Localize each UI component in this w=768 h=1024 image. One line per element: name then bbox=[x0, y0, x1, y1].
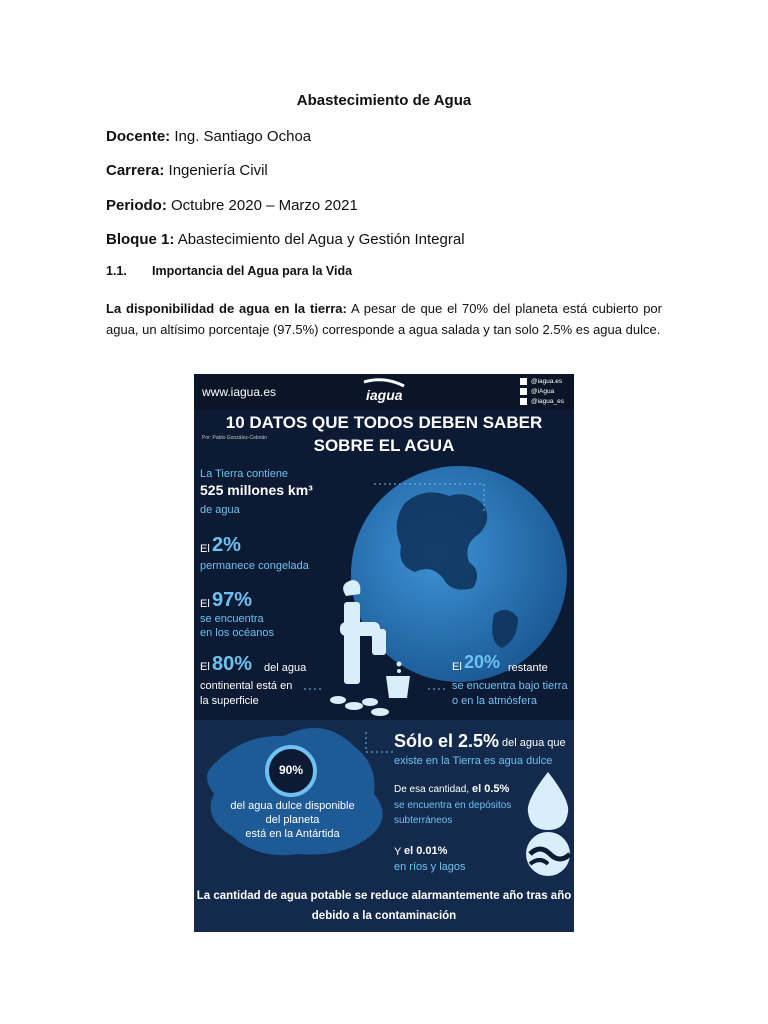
fact3-el: El bbox=[200, 598, 210, 610]
periodo-value: Octubre 2020 – Marzo 2021 bbox=[171, 197, 358, 214]
fact4-text-3: la superficie bbox=[200, 695, 259, 707]
fact5-el: El bbox=[452, 661, 462, 673]
antarctica-text-3: está en la Antártida bbox=[245, 828, 340, 840]
carrera-value: Ingeniería Civil bbox=[168, 162, 268, 179]
byline: Por: Pablo González-Cebrián bbox=[202, 435, 268, 441]
fact3-value: 97% bbox=[212, 589, 253, 611]
fact7-value: el 0.5% bbox=[472, 783, 510, 795]
docente-value: Ing. Santiago Ochoa bbox=[174, 128, 312, 145]
fact5-text-2: se encuentra bajo tierra bbox=[452, 680, 568, 692]
fact5-text-3: o en la atmósfera bbox=[452, 695, 537, 707]
section-heading bbox=[106, 264, 352, 278]
periodo-label: Periodo: bbox=[106, 197, 167, 214]
social-twitter: @iAgua bbox=[531, 388, 555, 395]
section-number: 1.1. bbox=[106, 264, 127, 278]
fact3-text-1: se encuentra bbox=[200, 613, 264, 625]
footer-line-2: debido a la contaminación bbox=[311, 910, 457, 922]
antarctica-text-1: del agua dulce disponible bbox=[230, 800, 355, 812]
fact1-value: 525 millones km³ bbox=[200, 482, 313, 498]
fact6-text-2: existe en la Tierra es agua dulce bbox=[394, 755, 553, 767]
fact7-text-1: De esa cantidad, bbox=[394, 784, 470, 795]
fact8-pre: Y bbox=[394, 846, 402, 858]
iagua-logo: iagua bbox=[366, 387, 403, 403]
paragraph-lead: La disponibilidad de agua en la tierra: bbox=[106, 301, 347, 316]
periodo-line bbox=[106, 197, 358, 214]
social-instagram: @iagua_es bbox=[531, 398, 564, 405]
fact8-text: en ríos y lagos bbox=[394, 861, 466, 873]
fact4-text-1: del agua bbox=[264, 662, 307, 674]
antarctica-percent: 90% bbox=[278, 763, 304, 777]
fact5-value: 20% bbox=[464, 652, 501, 672]
fact4-text-2: continental está en bbox=[200, 680, 293, 692]
fact6-text-1: del agua que bbox=[502, 737, 566, 749]
fact2-el: El bbox=[200, 543, 210, 555]
website-label: www.iagua.es bbox=[202, 385, 277, 399]
docente-line bbox=[106, 128, 311, 145]
bloque-label: Bloque 1: bbox=[106, 231, 175, 248]
fact1-pre: La Tierra contiene bbox=[200, 468, 289, 480]
fact6-value: Sólo el 2.5% bbox=[394, 731, 500, 751]
antarctica-text-2: del planeta bbox=[265, 814, 320, 826]
infographic-heading-2: SOBRE EL AGUA bbox=[313, 436, 455, 455]
fact5-text-1: restante bbox=[508, 662, 548, 674]
fact4-el: El bbox=[200, 661, 210, 673]
fact8-value: el 0.01% bbox=[404, 845, 448, 857]
fact1-post: de agua bbox=[200, 504, 240, 516]
infographic-heading-1: 10 DATOS QUE TODOS DEBEN SABER bbox=[225, 413, 543, 432]
fact7-text-3: subterráneos bbox=[394, 815, 453, 826]
water-infographic bbox=[194, 374, 574, 932]
fact7-text-2: se encuentra en depósitos bbox=[394, 800, 512, 811]
footer-line-1: La cantidad de agua potable se reduce alarmantemente año tras año bbox=[196, 890, 572, 902]
fact3-text-2: en los océanos bbox=[200, 627, 274, 639]
fact2-value: 2% bbox=[212, 534, 241, 556]
carrera-label: Carrera: bbox=[106, 162, 165, 179]
fact4-value: 80% bbox=[212, 653, 253, 675]
fact2-text: permanece congelada bbox=[200, 560, 309, 572]
social-facebook: @iagua.es bbox=[531, 378, 563, 385]
paragraph bbox=[106, 298, 662, 340]
carrera-line bbox=[106, 162, 268, 179]
section-title: Importancia del Agua para la Vida bbox=[152, 264, 353, 278]
docente-label: Docente: bbox=[106, 128, 171, 145]
bloque-line bbox=[106, 231, 465, 248]
paragraph-text: A pesar de que el 70% del planeta está cubierto por agua, un altísimo porcentaje (97.5%) corresponde a agua salada y tan solo 2.5% es agua dulce. bbox=[106, 301, 662, 337]
bloque-value: Abastecimiento del Agua y Gestión Integral bbox=[177, 231, 465, 248]
document-title: Abastecimiento de Agua bbox=[296, 92, 472, 109]
